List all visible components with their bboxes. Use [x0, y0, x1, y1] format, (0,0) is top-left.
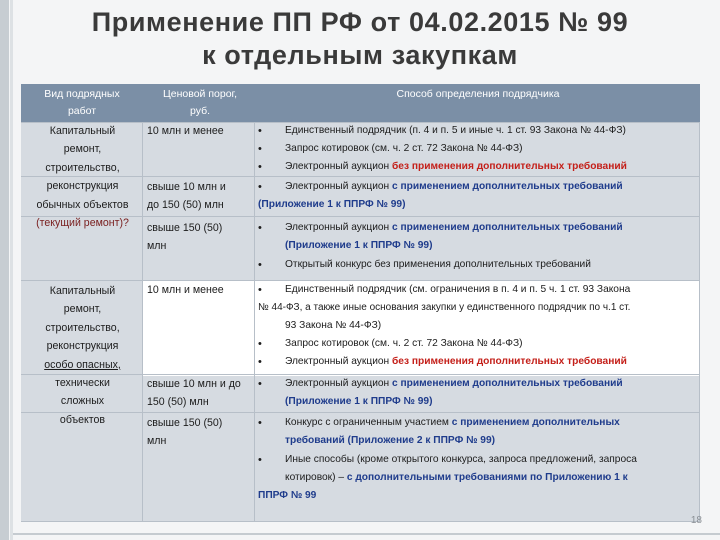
group1-threshold-3: свыше 150 (50) млн [147, 222, 223, 252]
list-item: • Единственный подрядчик (см. ограничения в п. 4 и п. 5 ч. 1 ст. 93 Закона [258, 284, 631, 296]
group1-work-type: Капитальный ремонт, строительство, реконструкция обычных объектов (текущий ремонт)? [36, 125, 129, 230]
list-item: • Открытый конкурс без применения дополнительных требований [258, 259, 591, 271]
list-item: • Электронный аукцион без применения дополнительных требований [258, 356, 627, 368]
list-item: • Электронный аукцион с применением дополнительных требований [258, 181, 623, 193]
header-work-type: Вид подрядных работ [44, 88, 120, 117]
group2-work-type: Капитальный ремонт, строительство, реконструкция особо опасных, технически сложных объектов [44, 285, 121, 426]
group2-threshold-3: свыше 150 (50) млн [147, 417, 223, 447]
list-item-continuation: ППРФ № 99 [258, 490, 317, 501]
list-item: • Электронный аукцион без применения дополнительных требований [258, 161, 627, 173]
list-item: • Электронный аукцион с применением дополнительных требований [258, 222, 623, 234]
group2-threshold-2: свыше 10 млн и до 150 (50) млн [147, 378, 241, 408]
title-line-1: Применение ПП РФ от 04.02.2015 № 99 [91, 7, 629, 37]
list-item-continuation: № 44-ФЗ, а также иные основания закупки у единственного подрядчик по ч.1 ст. [258, 302, 631, 313]
left-decor-bar-inner [10, 0, 13, 540]
bottom-divider [13, 533, 720, 535]
list-item: • Иные способы (кроме открытого конкурса, запроса предложений, запроса [258, 454, 637, 466]
grid-line [21, 521, 700, 522]
list-item-continuation: (Приложение 1 к ППРФ № 99) [285, 240, 433, 251]
group1-threshold-2: свыше 10 млн и до 150 (50) млн [147, 181, 226, 211]
header-method: Способ определения подрядчика [396, 88, 560, 100]
header-price-threshold: Ценовой порог, руб. [163, 88, 237, 117]
list-item: • Запрос котировок (см. ч. 2 ст. 72 Закона № 44-ФЗ) [258, 338, 523, 350]
list-item-continuation: 93 Закона № 44-ФЗ) [285, 320, 382, 331]
list-item: • Конкурс с ограниченным участием с применением дополнительных [258, 417, 620, 429]
grid-line [254, 122, 255, 522]
title-line-2: к отдельным закупкам [202, 40, 518, 70]
list-item-continuation: (Приложение 1 к ППРФ № 99) [258, 199, 406, 210]
list-item-continuation: котировок) – с дополнительными требованиями по Приложению 1 к [285, 472, 628, 483]
list-item-continuation: требований (Приложение 2 к ППРФ № 99) [285, 435, 496, 446]
group2-threshold-1: 10 млн и менее [147, 284, 224, 296]
list-item: • Электронный аукцион с применением дополнительных требований [258, 378, 623, 390]
left-decor-bar [0, 0, 9, 540]
grid-line [699, 122, 700, 522]
slide-title [0, 6, 720, 72]
list-item-continuation: (Приложение 1 к ППРФ № 99) [285, 396, 433, 407]
group1-threshold-1: 10 млн и менее [147, 125, 224, 137]
list-item: • Единственный подрядчик (п. 4 и п. 5 и иные ч. 1 ст. 93 Закона № 44-ФЗ) [258, 125, 626, 137]
list-item: • Запрос котировок (см. ч. 2 ст. 72 Закона № 44-ФЗ) [258, 143, 523, 155]
page-number: 18 [690, 515, 702, 526]
